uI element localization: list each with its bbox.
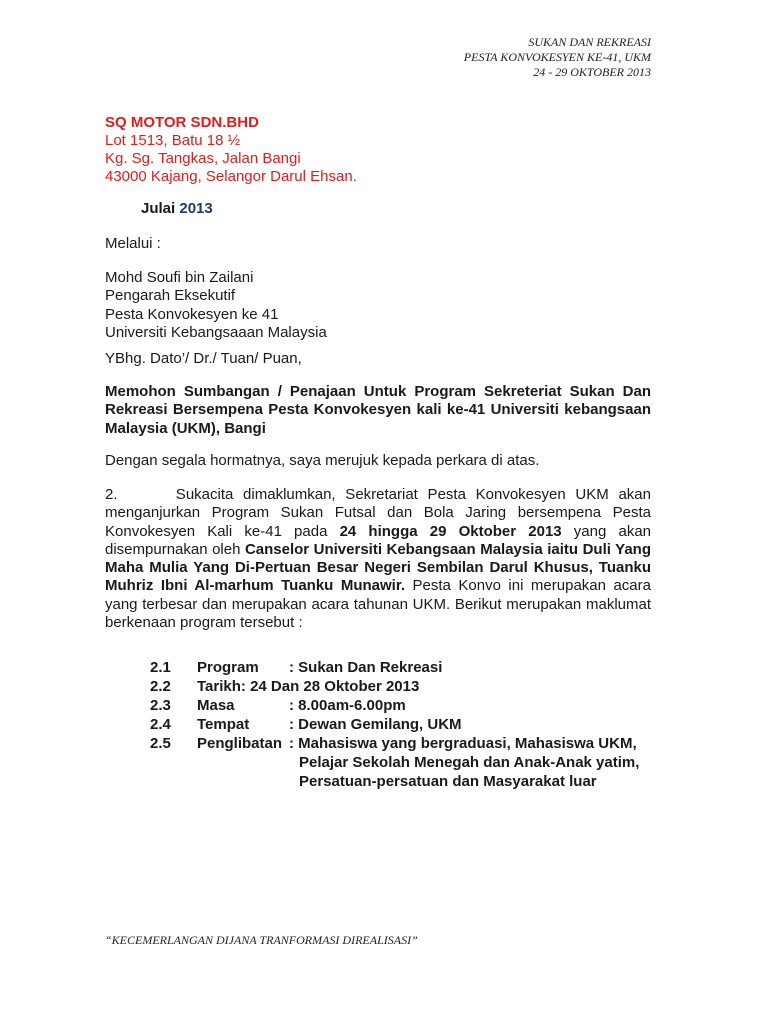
detail-label: Penglibatan bbox=[197, 735, 283, 752]
letter-date bbox=[141, 200, 213, 217]
detail-row bbox=[150, 677, 639, 696]
header-line-2: PESTA KONVOKESYEN KE-41, UKM bbox=[463, 50, 651, 64]
melalui-line: Melalui : bbox=[105, 235, 161, 252]
detail-row bbox=[150, 658, 639, 677]
detail-continuation-1: Pelajar Sekolah Menegah dan Anak-Anak yatim, bbox=[299, 754, 640, 771]
detail-number: 2.1 bbox=[150, 659, 171, 676]
recipient-block bbox=[105, 269, 651, 342]
detail-value: : 8.00am-6.00pm bbox=[289, 697, 406, 714]
reference-line: Dengan segala hormatnya, saya merujuk kepada perkara di atas. bbox=[105, 452, 540, 469]
detail-number: 2.5 bbox=[150, 735, 171, 752]
para2-bold-1: 24 hingga 29 Oktober 2013 bbox=[339, 522, 562, 540]
detail-value: Tarikh: 24 Dan 28 Oktober 2013 bbox=[197, 678, 420, 695]
para2-bold-2: Canselor Universiti Kebangsaan Malaysia iaitu Duli Yang Maha Mulia Yang Di-Pertuan Besar Negeri Sembilan Darul Khusus, Tuanku Muhriz Ibni Al-marhum Tuanku Munawir. bbox=[105, 540, 651, 595]
header-line-3: 24 - 29 OKTOBER 2013 bbox=[533, 65, 651, 79]
recipient-org: Universiti Kebangsaaan Malaysia bbox=[105, 323, 327, 341]
sender-name: SQ MOTOR SDN.BHD bbox=[105, 114, 259, 131]
detail-row bbox=[150, 715, 639, 734]
footer-motto: “KECEMERLANGAN DIJANA TRANFORMASI DIREALISASI” bbox=[105, 933, 418, 947]
sender-address-line-3: 43000 Kajang, Selangor Darul Ehsan. bbox=[105, 168, 357, 185]
para2-text-3: Pesta Konvo ini merupakan acara yang terbesar dan merupakan acara tahunan UKM. Berikut merupakan maklumat berkenaan program tersebut : bbox=[105, 577, 651, 632]
para2-text-2: yang akan disempurnakan oleh bbox=[105, 522, 652, 558]
para2-text-1: 2. Sukacita dimaklumkan, Sekretariat Pesta Konvokesyen UKM akan menganjurkan Program Sukan Futsal dan Bola Jaring bersempena Pesta Konvokesyen Kali ke-41 pada bbox=[105, 486, 656, 540]
detail-number: 2.3 bbox=[150, 697, 171, 714]
program-details bbox=[150, 658, 639, 791]
detail-row bbox=[150, 734, 639, 753]
subject-heading: Memohon Sumbangan / Penajaan Untuk Program Sekreteriat Sukan Dan Rekreasi Bersempena Pesta Konvokesyen kali ke-41 Universiti kebangsaan Malaysia (UKM), Bangi bbox=[105, 383, 651, 437]
date-year: 2013 bbox=[179, 200, 213, 217]
detail-label: Masa bbox=[197, 697, 235, 714]
paragraph-2 bbox=[105, 486, 656, 632]
detail-label: Tempat bbox=[197, 716, 250, 733]
detail-continuation-2: Persatuan-persatuan dan Masyarakat luar bbox=[299, 773, 597, 790]
recipient-event: Pesta Konvokesyen ke 41 bbox=[105, 305, 279, 323]
detail-number: 2.2 bbox=[150, 678, 171, 695]
header-line-1: SUKAN DAN REKREASI bbox=[528, 35, 651, 49]
detail-value: : Dewan Gemilang, UKM bbox=[289, 716, 462, 733]
recipient-title: Pengarah Eksekutif bbox=[105, 287, 236, 305]
detail-value: : Sukan Dan Rekreasi bbox=[289, 659, 443, 676]
date-month: Julai bbox=[141, 200, 176, 217]
sender-address bbox=[105, 114, 357, 186]
detail-value: : Mahasiswa yang bergraduasi, Mahasiswa UKM, bbox=[289, 735, 637, 752]
salutation: YBhg. Dato’/ Dr./ Tuan/ Puan, bbox=[105, 350, 302, 367]
detail-row bbox=[150, 696, 639, 715]
detail-label: Program bbox=[197, 659, 259, 676]
sender-address-line-2: Kg. Sg. Tangkas, Jalan Bangi bbox=[105, 150, 301, 167]
detail-number: 2.4 bbox=[150, 716, 171, 733]
recipient-name: Mohd Soufi bin Zailani bbox=[105, 269, 254, 286]
header-block bbox=[464, 35, 651, 80]
sender-address-line-1: Lot 1513, Batu 18 ½ bbox=[105, 132, 241, 149]
